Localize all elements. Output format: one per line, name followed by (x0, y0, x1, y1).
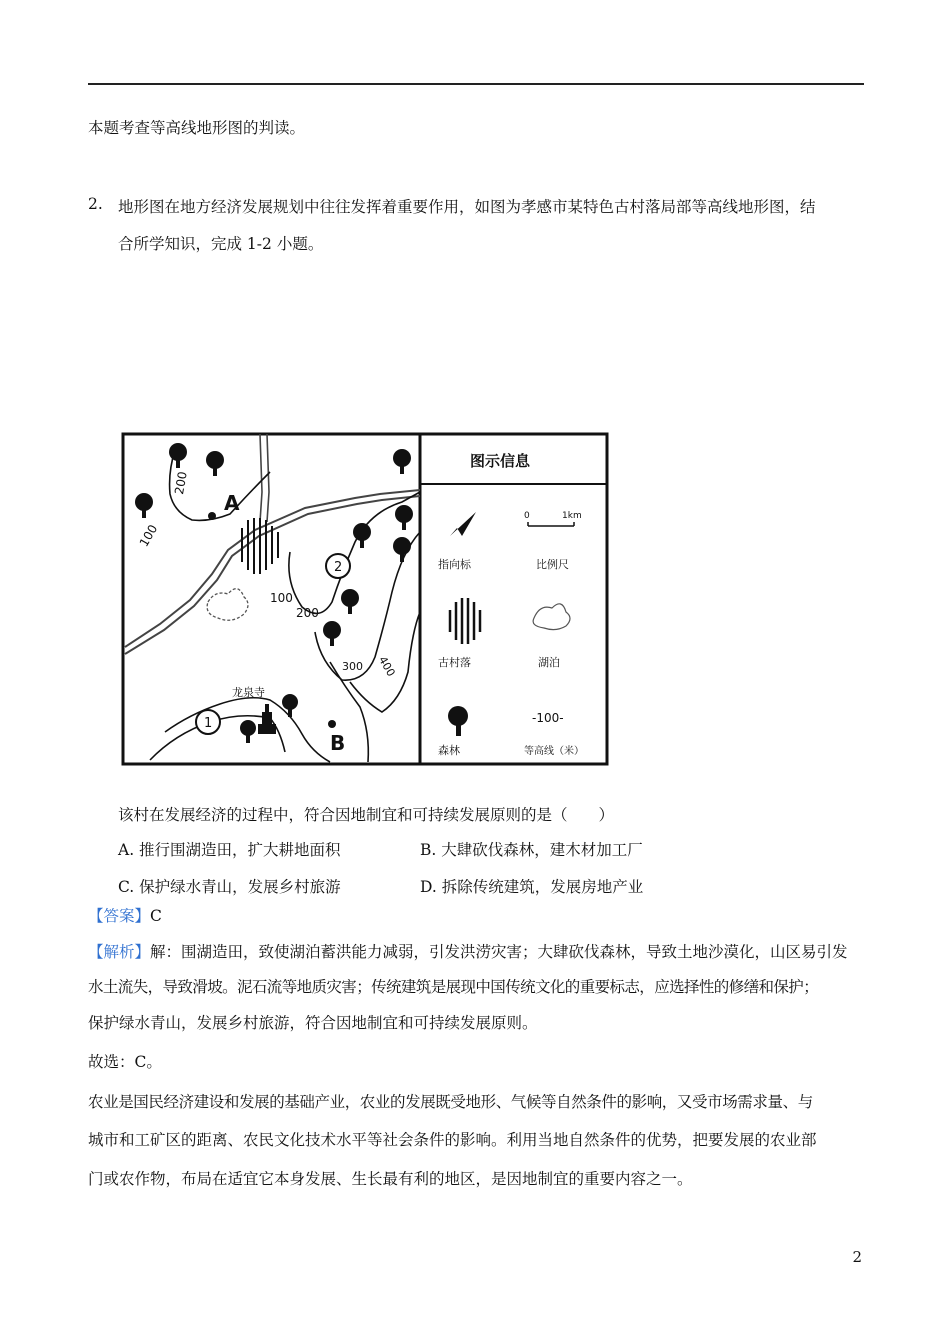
contour-label-200-a: 200 (172, 470, 190, 496)
contour-label-100-b: 100 (270, 591, 293, 605)
analysis-tag: 【解析】 (88, 943, 151, 961)
legend-village-icon (450, 598, 480, 644)
tree-4 (135, 493, 153, 518)
circle-2-label: 2 (334, 560, 343, 575)
lake (207, 589, 248, 621)
analysis-text-4: 故选：C。 (88, 1053, 162, 1071)
legend-scale-label: 比例尺 (536, 558, 569, 571)
point-b-dot (328, 720, 336, 728)
tree-3 (393, 449, 411, 474)
analysis-text-6: 城市和工矿区的距离、农民文化技术水平等社会条件的影响。利用当地自然条件的优势，把要发展的农业部 (88, 1131, 817, 1149)
legend-contour-label: 等高线（米） (524, 746, 584, 757)
intro-text: 本题考查等高线地形图的判读。 (88, 119, 306, 137)
legend-scale-0: 0 (524, 511, 530, 521)
point-a-label: A (224, 491, 240, 515)
tree-2 (206, 451, 224, 476)
page-number: 2 (852, 1248, 862, 1266)
contour-label-100-a: 100 (136, 522, 161, 550)
answer-value: C (150, 907, 162, 925)
circle-1-label: 1 (204, 716, 213, 731)
answer-tag: 【答案】 (88, 907, 151, 925)
legend-scale-1: 1km (562, 511, 582, 521)
tree-5 (395, 505, 413, 530)
legend-forest-icon (448, 706, 468, 736)
contour-map-figure (120, 432, 610, 768)
river (125, 490, 420, 654)
analysis-line1 (88, 942, 848, 962)
contour-label-400: 400 (375, 654, 398, 679)
legend-forest-label: 森林 (438, 744, 460, 757)
analysis-text-1: 解：围湖造田，致使湖泊蓄洪能力减弱，引发洪涝灾害；大肆砍伐森林，导致土地沙漠化，山区易引发 (150, 943, 848, 961)
legend-lake-label: 湖泊 (538, 656, 560, 669)
temple-marker (258, 704, 276, 734)
question-stem: 该村在发展经济的过程中，符合因地制宜和可持续发展原则的是（ ） (118, 806, 615, 824)
tree-11 (240, 720, 256, 743)
contour-lines (150, 450, 420, 762)
tree-10 (282, 694, 298, 717)
question-text-line1: 地形图在地方经济发展规划中往往发挥着重要作用，如图为孝感市某特色古村落局部等高线地形图，结 (118, 198, 816, 216)
option-d: D. 拆除传统建筑，发展房地产业 (420, 878, 644, 896)
point-b-label: B (330, 731, 346, 755)
answer-line (88, 906, 162, 926)
option-a: A. 推行围湖造田，扩大耕地面积 (118, 841, 341, 859)
legend-title: 图示信息 (470, 452, 531, 470)
tree-7 (393, 537, 411, 562)
analysis-text-7: 门或农作物，布局在适宜它本身发展、生长最有利的地区，是因地制宜的重要内容之一。 (88, 1170, 693, 1188)
contour-label-200-b: 200 (296, 606, 319, 620)
legend-village-label: 古村落 (438, 656, 471, 669)
analysis-text-3: 保护绿水青山，发展乡村旅游，符合因地制宜和可持续发展原则。 (88, 1014, 538, 1032)
legend-north-label: 指向标 (438, 558, 471, 571)
header-rule (88, 83, 864, 85)
north-arrow-icon (450, 512, 476, 536)
tree-8 (341, 589, 359, 614)
question-text-line2: 合所学知识，完成 1-2 小题。 (118, 235, 324, 253)
legend-lake-icon (533, 604, 570, 630)
legend-contour-sample: -100- (532, 711, 564, 725)
ancient-village-marker (242, 518, 278, 574)
analysis-text-2: 水土流失，导致滑坡。泥石流等地质灾害；传统建筑是展现中国传统文化的重要标志，应选择性的修缮和保护； (88, 978, 819, 996)
temple-label: 龙泉寺 (232, 686, 265, 699)
contour-label-300: 300 (342, 660, 363, 673)
point-a-dot (208, 512, 216, 520)
analysis-text-5: 农业是国民经济建设和发展的基础产业，农业的发展既受地形、气候等自然条件的影响，又受市场需求量、与 (88, 1093, 813, 1111)
option-c: C. 保护绿水青山，发展乡村旅游 (118, 878, 341, 896)
question-number: 2. (88, 195, 103, 213)
tree-9 (323, 621, 341, 646)
option-b: B. 大肆砍伐森林，建木材加工厂 (420, 841, 643, 859)
scale-bar-icon (528, 522, 574, 526)
tree-6 (353, 523, 371, 548)
